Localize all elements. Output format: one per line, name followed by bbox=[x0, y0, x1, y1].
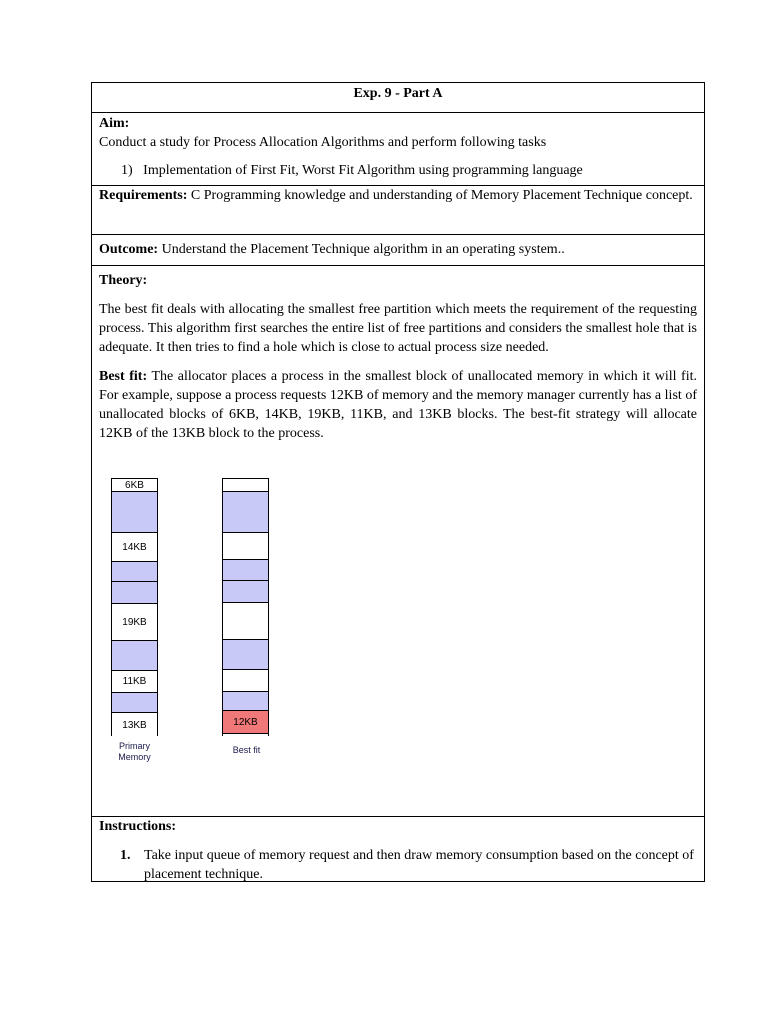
best-fit-heading: Best fit: bbox=[99, 369, 148, 384]
experiment-title-row bbox=[92, 83, 704, 112]
aim-task-item bbox=[99, 161, 697, 180]
memory-block bbox=[223, 491, 268, 532]
theory-section bbox=[92, 265, 704, 816]
best-fit-text: The allocator places a process in the smallest block of unallocated memory in which it will fit. For example, suppose a process requests 12KB of memory and the memory manager currently has a list of unallocated blocks of 6KB, 14KB, 19KB, 11KB, and 13KB blocks. The best-fit strategy will allocate 12KB of the 13KB block to the process. bbox=[99, 369, 697, 441]
best-fit-column bbox=[222, 478, 269, 736]
aim-task-text: Implementation of First Fit, Worst Fit Algorithm using programming language bbox=[143, 163, 583, 178]
instructions-heading: Instructions: bbox=[99, 819, 177, 834]
allocated-block: 12KB bbox=[223, 710, 268, 733]
memory-block bbox=[223, 602, 268, 639]
instruction-number: 1. bbox=[120, 848, 131, 863]
requirements-heading: Requirements: bbox=[99, 188, 188, 203]
requirements-text: C Programming knowledge and understanding of Memory Placement Technique concept. bbox=[187, 188, 693, 203]
memory-block bbox=[112, 581, 157, 603]
primary-memory-caption bbox=[106, 741, 163, 763]
instruction-item bbox=[99, 846, 697, 884]
memory-block: 14KB bbox=[112, 532, 157, 561]
primary-caption-line-2: Memory bbox=[118, 752, 151, 762]
memory-block bbox=[112, 561, 157, 581]
primary-caption-line-1: Primary bbox=[119, 741, 150, 751]
primary-memory-column bbox=[111, 478, 158, 736]
experiment-title: Exp. 9 - Part A bbox=[353, 86, 443, 101]
aim-task-number: 1) bbox=[121, 163, 133, 178]
experiment-table bbox=[91, 82, 705, 882]
memory-block bbox=[223, 532, 268, 559]
instructions-section bbox=[92, 816, 704, 881]
outcome-text: Understand the Placement Technique algorithm in an operating system.. bbox=[158, 242, 565, 257]
memory-block bbox=[223, 669, 268, 691]
memory-block: 13KB bbox=[112, 712, 157, 737]
memory-block bbox=[223, 639, 268, 669]
memory-block bbox=[112, 692, 157, 712]
best-fit-caption: Best fit bbox=[232, 745, 261, 755]
theory-heading: Theory: bbox=[99, 273, 148, 288]
memory-block: 11KB bbox=[112, 670, 157, 692]
outcome-section bbox=[92, 234, 704, 265]
memory-block: 6KB bbox=[112, 479, 157, 491]
memory-block bbox=[223, 733, 268, 737]
requirements-section bbox=[92, 185, 704, 234]
theory-paragraph-1: The best fit deals with allocating the smallest free partition which meets the requirement of the requesting process. This algorithm first searches the entire list of free partitions and considers the smallest hole that is adequate. It then tries to find a hole which is close to actual process size needed. bbox=[99, 302, 697, 355]
memory-block bbox=[223, 479, 268, 491]
aim-section bbox=[92, 112, 704, 185]
outcome-heading: Outcome: bbox=[99, 242, 159, 257]
memory-block: 19KB bbox=[112, 603, 157, 640]
memory-block bbox=[112, 491, 157, 532]
aim-heading: Aim: bbox=[99, 116, 130, 131]
memory-block bbox=[112, 640, 157, 670]
instruction-text: Take input queue of memory request and then draw memory consumption based on the concept of placement technique. bbox=[144, 848, 694, 882]
aim-text: Conduct a study for Process Allocation Algorithms and perform following tasks bbox=[99, 135, 547, 150]
theory-paragraph-2 bbox=[99, 367, 697, 443]
memory-block bbox=[223, 559, 268, 580]
memory-block bbox=[223, 580, 268, 602]
memory-block bbox=[223, 691, 268, 710]
